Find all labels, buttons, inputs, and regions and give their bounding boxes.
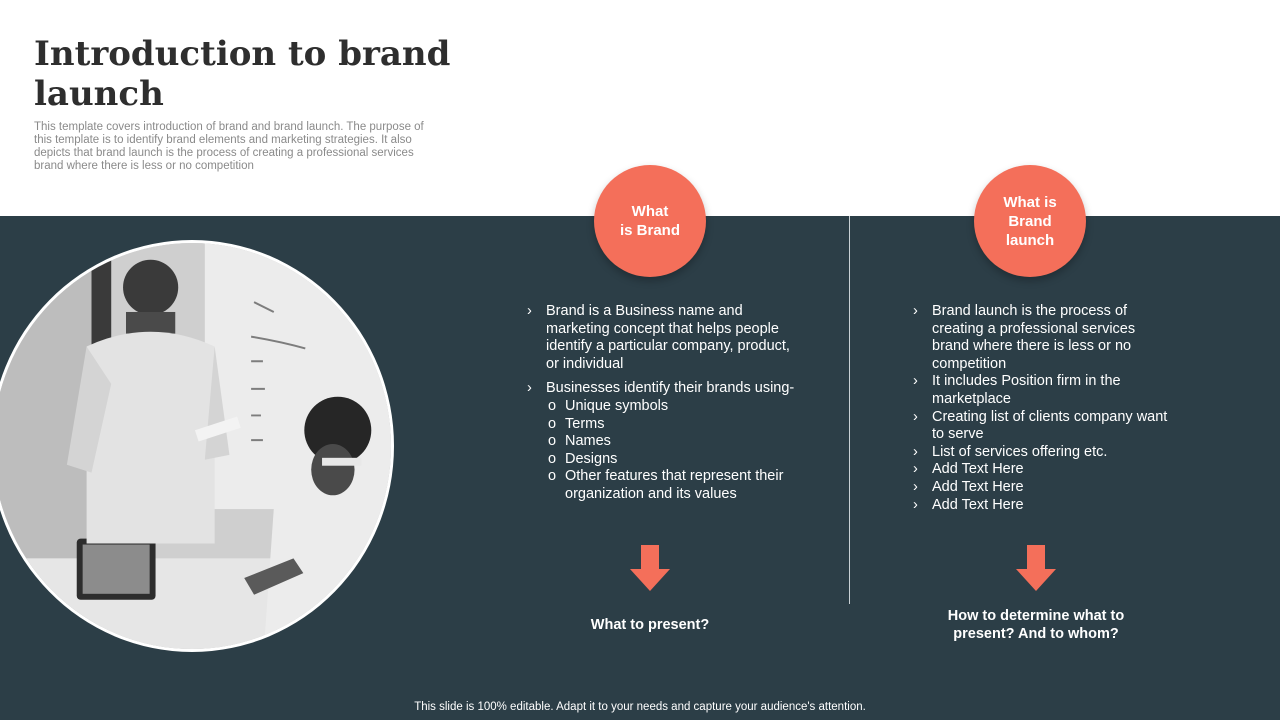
brand-column [526, 303, 796, 504]
brand-sub-list [546, 398, 796, 504]
brand-launch-bullet: › Add Text Here [912, 461, 1172, 479]
brand-launch-bullet: › Creating list of clients company want to serve [912, 409, 1172, 444]
column-divider [849, 216, 850, 604]
what-is-brand-circle [594, 165, 706, 277]
brand-launch-bullet: › Add Text Here [912, 497, 1172, 515]
brand-launch-bullet: › It includes Position firm in the marketplace [912, 373, 1172, 408]
what-is-brand-launch-circle [974, 165, 1086, 277]
what-to-present-question: What to present? [590, 617, 710, 633]
slide-title: Introduction to brand launch [34, 34, 451, 114]
brand-sub-item: o Designs [546, 451, 796, 469]
brand-launch-bullet: › List of services offering etc. [912, 444, 1172, 462]
brand-bullet: › Businesses identify their brands using- o Unique symbols o Terms o Names o Designs o Other features that represent their organization and its values [526, 380, 796, 503]
how-to-determine-question: How to determine what to present? And to whom? [947, 608, 1125, 642]
slide-footer: This slide is 100% editable. Adapt it to your needs and capture your audience's attention. [414, 701, 866, 713]
brand-sub-item: o Other features that represent their organization and its values [546, 468, 796, 503]
brand-launch-bullet: › Add Text Here [912, 479, 1172, 497]
brand-sub-item: o Terms [546, 416, 796, 434]
meeting-photo-illustration [0, 243, 391, 649]
brand-sub-item: o Unique symbols [546, 398, 796, 416]
what-is-brand-label: What is Brand [619, 203, 680, 239]
what-is-brand-launch-label: What is Brand launch [1003, 193, 1057, 249]
brand-launch-bullet: › Brand launch is the process of creating a professional services brand where there is less or no competition [912, 303, 1172, 373]
arrow-down-icon [1016, 545, 1056, 591]
arrow-down-icon [630, 545, 670, 591]
brand-bullet: › Brand is a Business name and marketing concept that helps people identify a particular company, product, or individual [526, 303, 796, 373]
meeting-photo [0, 240, 394, 652]
brand-bullet-list [526, 303, 796, 504]
brand-launch-bullet-list [912, 303, 1172, 514]
brand-launch-column [912, 303, 1172, 514]
slide-subtitle: This template covers introduction of brand and brand launch. The purpose of this template is to identify brand elements and marketing strategies. It also depicts that brand launch is the process of creating a professional services brand where there is less or no competition [34, 121, 424, 172]
brand-sub-item: o Names [546, 433, 796, 451]
